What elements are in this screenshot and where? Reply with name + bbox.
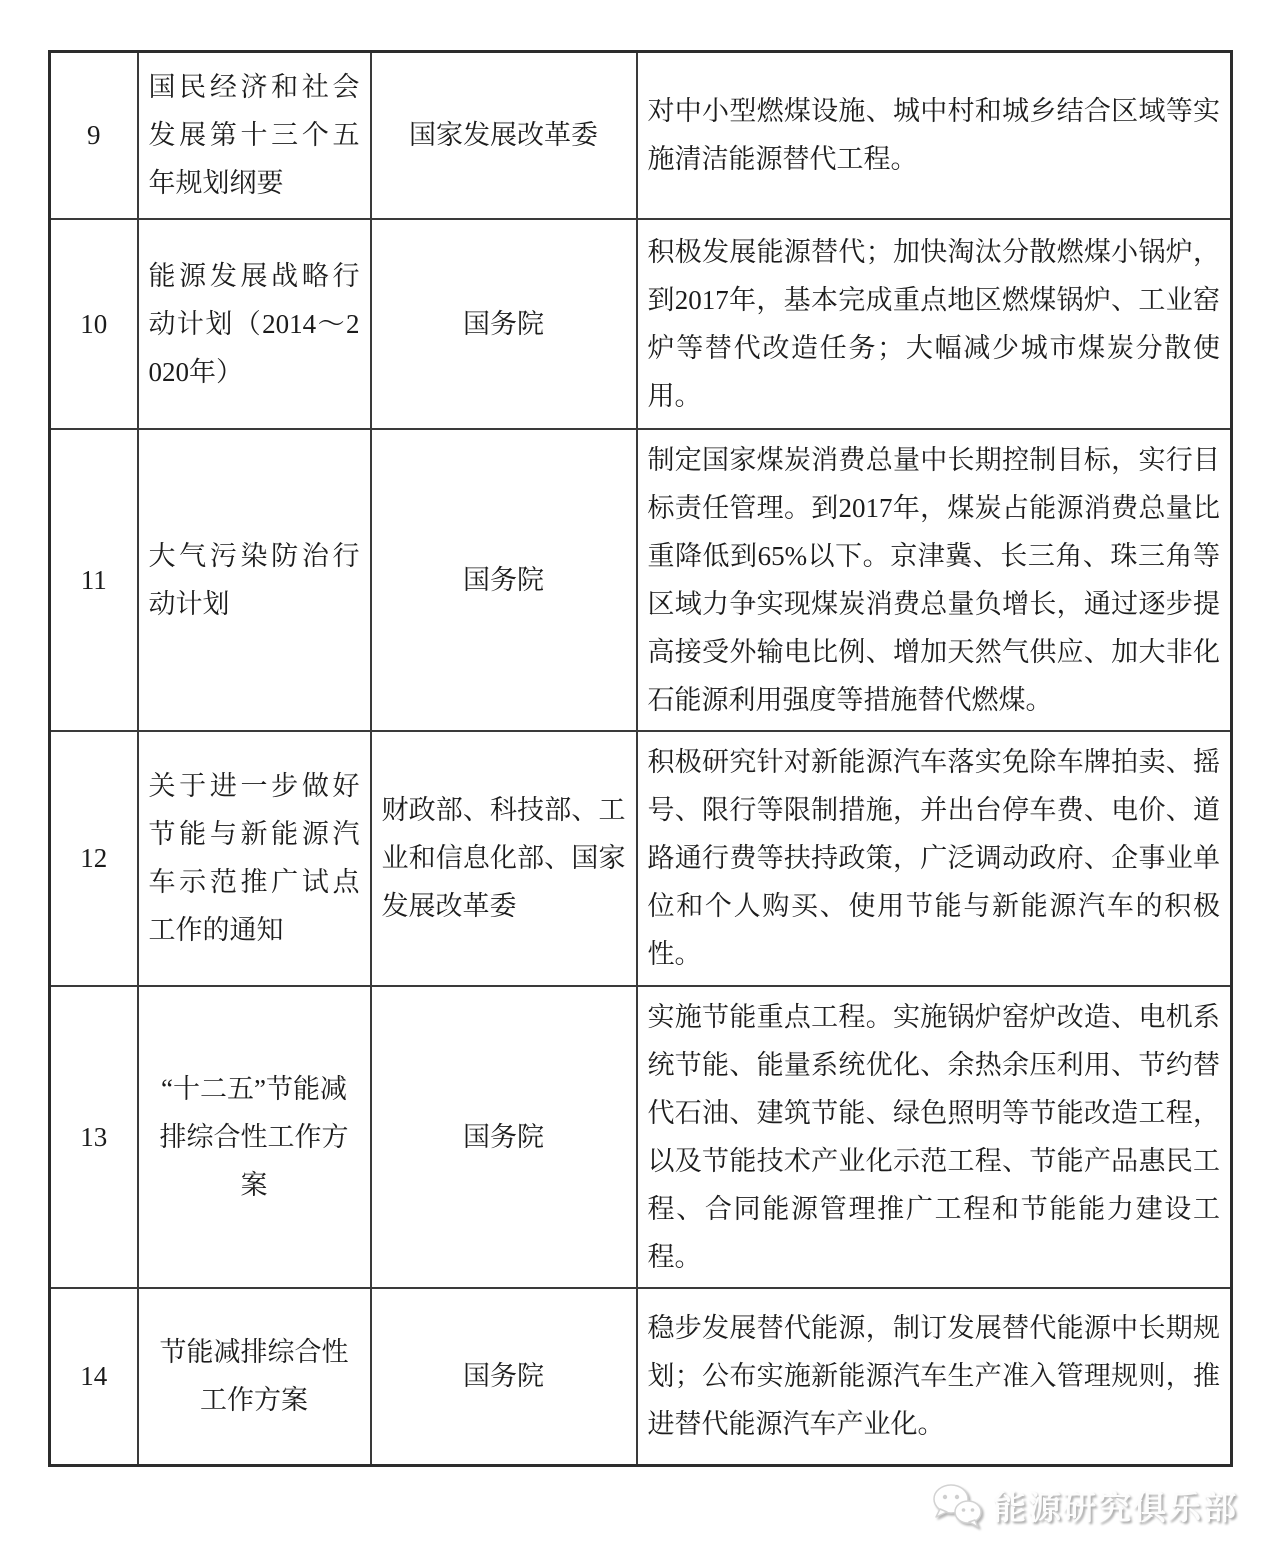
watermark-label: 能源研究俱乐部 (993, 1489, 1238, 1526)
issuing-agency: 国务院 (371, 986, 637, 1288)
row-number: 9 (50, 52, 138, 219)
watermark (931, 1482, 1238, 1529)
policy-name: “十二五”节能减排综合性工作方案 (138, 986, 371, 1288)
issuing-agency: 国家发展改革委 (371, 52, 637, 219)
policy-name: 节能减排综合性工作方案 (138, 1288, 371, 1466)
row-number: 14 (50, 1288, 138, 1466)
row-number: 12 (50, 731, 138, 986)
table-row (50, 52, 1232, 219)
policy-name: 关于进一步做好节能与新能源汽车示范推广试点工作的通知 (138, 731, 371, 986)
policy-name: 国民经济和社会发展第十三个五年规划纲要 (138, 52, 371, 219)
policy-table (48, 50, 1233, 1467)
policy-content: 积极发展能源替代；加快淘汰分散燃煤小锅炉，到2017年，基本完成重点地区燃煤锅炉、工业窑炉等替代改造任务；大幅减少城市煤炭分散使用。 (637, 219, 1232, 429)
issuing-agency: 国务院 (371, 429, 637, 731)
policy-name: 能源发展战略行动计划（2014～2020年） (138, 219, 371, 429)
issuing-agency: 财政部、科技部、工业和信息化部、国家发展改革委 (371, 731, 637, 986)
row-number: 11 (50, 429, 138, 731)
policy-name: 大气污染防治行动计划 (138, 429, 371, 731)
table-row (50, 429, 1232, 731)
issuing-agency: 国务院 (371, 219, 637, 429)
table-row (50, 1288, 1232, 1466)
policy-content: 对中小型燃煤设施、城中村和城乡结合区域等实施清洁能源替代工程。 (637, 52, 1232, 219)
policy-content: 实施节能重点工程。实施锅炉窑炉改造、电机系统节能、能量系统优化、余热余压利用、节约替代石油、建筑节能、绿色照明等节能改造工程，以及节能技术产业化示范工程、节能产品惠民工程、合同能源管理推广工程和节能能力建设工程。 (637, 986, 1232, 1288)
table-row (50, 731, 1232, 986)
policy-content: 稳步发展替代能源，制订发展替代能源中长期规划；公布实施新能源汽车生产准入管理规则，推进替代能源汽车产业化。 (637, 1288, 1232, 1466)
row-number: 10 (50, 219, 138, 429)
policy-content: 制定国家煤炭消费总量中长期控制目标，实行目标责任管理。到2017年，煤炭占能源消费总量比重降低到65%以下。京津冀、长三角、珠三角等区域力争实现煤炭消费总量负增长，通过逐步提高接受外输电比例、增加天然气供应、加大非化石能源利用强度等措施替代燃煤。 (637, 429, 1232, 731)
table-row (50, 986, 1232, 1288)
table-row (50, 219, 1232, 429)
policy-content: 积极研究针对新能源汽车落实免除车牌拍卖、摇号、限行等限制措施，并出台停车费、电价、道路通行费等扶持政策，广泛调动政府、企事业单位和个人购买、使用节能与新能源汽车的积极性。 (637, 731, 1232, 986)
wechat-icon (931, 1483, 983, 1529)
row-number: 13 (50, 986, 138, 1288)
issuing-agency: 国务院 (371, 1288, 637, 1466)
